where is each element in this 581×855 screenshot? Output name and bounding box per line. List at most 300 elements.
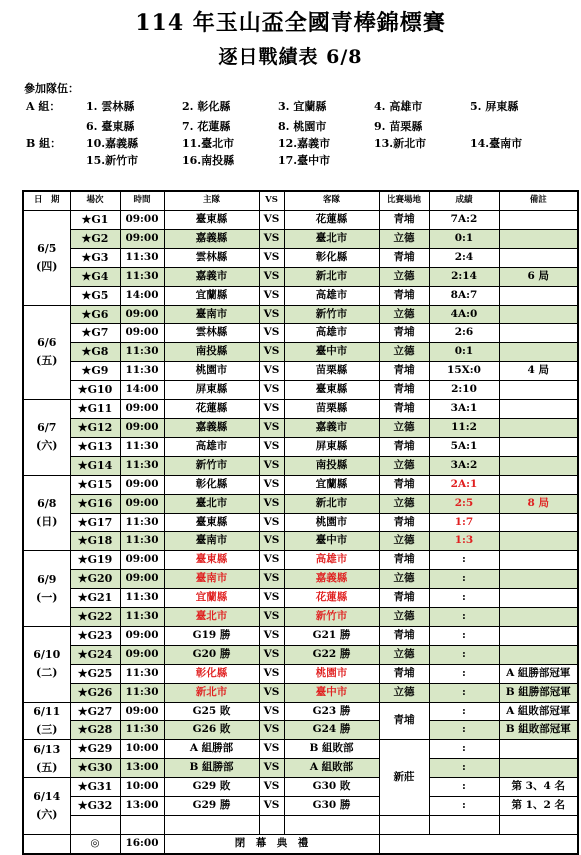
- team-item: 11.臺北市: [182, 137, 235, 150]
- away-team-cell: G30 敗: [284, 778, 379, 797]
- note-cell: [499, 475, 578, 494]
- time-cell: 11:30: [120, 437, 164, 456]
- table-row: [23, 248, 578, 267]
- team-item: 7. 花蓮縣: [182, 120, 231, 133]
- team-item: 5. 屏東縣: [470, 100, 519, 113]
- vs-cell: VS: [259, 513, 284, 532]
- game-id-cell: ★G2: [70, 229, 120, 248]
- score-cell: 15X:0: [429, 362, 499, 381]
- vs-cell: VS: [259, 664, 284, 683]
- team-item: 1. 雲林縣: [86, 100, 135, 113]
- vs-cell: VS: [259, 437, 284, 456]
- team-item: 17.臺中市: [278, 154, 331, 167]
- score-cell: 2A:1: [429, 475, 499, 494]
- home-team-cell: 桃園市: [164, 362, 259, 381]
- time-cell: 11:30: [120, 267, 164, 286]
- away-team-cell: G21 勝: [284, 626, 379, 645]
- venue-cell: 青埔: [379, 324, 429, 343]
- header-cell: 場次: [70, 191, 120, 211]
- group-name: B 組：: [26, 137, 62, 150]
- away-team-cell: G30 勝: [284, 797, 379, 816]
- home-team-cell: A 組勝部: [164, 740, 259, 759]
- score-cell: 4A:0: [429, 305, 499, 324]
- teams-label: 參加隊伍：: [24, 82, 79, 95]
- time-cell: 09:00: [120, 702, 164, 721]
- game-id-cell: ★G18: [70, 532, 120, 551]
- venue-cell: 青埔: [379, 362, 429, 381]
- venue-cell: 立德: [379, 532, 429, 551]
- note-cell: [499, 551, 578, 570]
- closing-blank-cell: [379, 834, 578, 853]
- venue-cell: 立德: [379, 683, 429, 702]
- vs-cell: VS: [259, 381, 284, 400]
- vs-cell: VS: [259, 362, 284, 381]
- team-item: 13.新北市: [374, 137, 427, 150]
- date-cell: [23, 778, 70, 835]
- score-cell: 7A:2: [429, 211, 499, 230]
- table-row: [23, 513, 578, 532]
- weekday-text: (三): [36, 722, 58, 736]
- note-cell: [499, 626, 578, 645]
- time-cell: 09:00: [120, 475, 164, 494]
- venue-cell: 青埔: [379, 626, 429, 645]
- score-cell: 2:6: [429, 324, 499, 343]
- table-row: [23, 475, 578, 494]
- team-item: 12.嘉義市: [278, 137, 331, 150]
- table-row: [23, 267, 578, 286]
- date-cell: [23, 740, 70, 778]
- table-row: [23, 589, 578, 608]
- venue-cell: 青埔: [379, 551, 429, 570]
- game-id-cell: ★G20: [70, 570, 120, 589]
- time-cell: 13:00: [120, 797, 164, 816]
- date-cell: [23, 400, 70, 476]
- home-team-cell: 臺北市: [164, 494, 259, 513]
- away-team-cell: G23 勝: [284, 702, 379, 721]
- home-team-cell: 高雄市: [164, 437, 259, 456]
- table-row: [23, 400, 578, 419]
- venue-cell: 立德: [379, 608, 429, 627]
- away-team-cell: 臺中市: [284, 343, 379, 362]
- time-cell: 09:00: [120, 494, 164, 513]
- score-cell: :: [429, 570, 499, 589]
- home-team-cell: 彰化縣: [164, 475, 259, 494]
- home-team-cell: 屏東縣: [164, 381, 259, 400]
- home-team-cell: G20 勝: [164, 645, 259, 664]
- away-team-cell: 臺中市: [284, 683, 379, 702]
- game-id-cell: [70, 816, 120, 835]
- date-text: 6/7: [37, 421, 57, 435]
- table-row: [23, 532, 578, 551]
- vs-cell: VS: [259, 475, 284, 494]
- team-item: 6. 臺東縣: [86, 120, 135, 133]
- table-row: [23, 664, 578, 683]
- venue-cell: 青埔: [379, 702, 429, 740]
- score-cell: 0:1: [429, 343, 499, 362]
- header-cell: 比賽場地: [379, 191, 429, 211]
- venue-cell: 立德: [379, 343, 429, 362]
- away-team-cell: 新北市: [284, 267, 379, 286]
- game-id-cell: ★G16: [70, 494, 120, 513]
- game-id-cell: ★G31: [70, 778, 120, 797]
- game-id-cell: ★G25: [70, 664, 120, 683]
- home-team-cell: 雲林縣: [164, 248, 259, 267]
- venue-cell: 立德: [379, 418, 429, 437]
- away-team-cell: 花蓮縣: [284, 211, 379, 230]
- venue-cell: 青埔: [379, 513, 429, 532]
- vs-cell: VS: [259, 532, 284, 551]
- note-cell: [499, 211, 578, 230]
- vs-cell: VS: [259, 778, 284, 797]
- home-team-cell: 嘉義縣: [164, 229, 259, 248]
- score-cell: :: [429, 551, 499, 570]
- vs-cell: VS: [259, 797, 284, 816]
- venue-cell: [379, 816, 429, 835]
- table-row: [23, 229, 578, 248]
- home-team-cell: 彰化縣: [164, 664, 259, 683]
- home-team-cell: 臺南市: [164, 305, 259, 324]
- time-cell: 10:00: [120, 740, 164, 759]
- note-cell: [499, 513, 578, 532]
- vs-cell: VS: [259, 702, 284, 721]
- time-cell: 09:00: [120, 570, 164, 589]
- vs-cell: VS: [259, 343, 284, 362]
- note-cell: [499, 248, 578, 267]
- score-cell: :: [429, 645, 499, 664]
- score-cell: 2:14: [429, 267, 499, 286]
- table-row: [23, 702, 578, 721]
- closing-row: [23, 834, 578, 853]
- venue-cell: 青埔: [379, 248, 429, 267]
- note-cell: [499, 589, 578, 608]
- vs-cell: VS: [259, 645, 284, 664]
- time-cell: 09:00: [120, 211, 164, 230]
- vs-cell: VS: [259, 324, 284, 343]
- time-cell: 09:00: [120, 418, 164, 437]
- game-id-cell: ★G6: [70, 305, 120, 324]
- home-team-cell: G26 敗: [164, 721, 259, 740]
- home-team-cell: 南投縣: [164, 343, 259, 362]
- away-team-cell: 嘉義市: [284, 418, 379, 437]
- time-cell: 11:30: [120, 608, 164, 627]
- vs-cell: VS: [259, 721, 284, 740]
- home-team-cell: 臺東縣: [164, 211, 259, 230]
- table-row: [23, 437, 578, 456]
- score-cell: 11:2: [429, 418, 499, 437]
- note-cell: B 組勝部冠軍: [499, 683, 578, 702]
- note-cell: [499, 759, 578, 778]
- home-team-cell: 花蓮縣: [164, 400, 259, 419]
- time-cell: 11:30: [120, 664, 164, 683]
- away-team-cell: 桃園市: [284, 664, 379, 683]
- team-item: 10.嘉義縣: [86, 137, 139, 150]
- page-subtitle: 逐日戰績表 6/8: [218, 46, 363, 68]
- header-cell: VS: [259, 191, 284, 211]
- table-row: [23, 381, 578, 400]
- vs-cell: VS: [259, 759, 284, 778]
- home-team-cell: [164, 816, 259, 835]
- note-cell: 6 局: [499, 267, 578, 286]
- away-team-cell: 花蓮縣: [284, 589, 379, 608]
- date-cell: [23, 626, 70, 702]
- date-cell: [23, 702, 70, 740]
- weekday-text: (一): [36, 590, 58, 604]
- game-id-cell: ★G28: [70, 721, 120, 740]
- vs-cell: VS: [259, 494, 284, 513]
- vs-cell: VS: [259, 211, 284, 230]
- table-header-row: [23, 191, 578, 211]
- away-team-cell: G24 勝: [284, 721, 379, 740]
- time-cell: 09:00: [120, 229, 164, 248]
- vs-cell: VS: [259, 589, 284, 608]
- game-id-cell: ★G8: [70, 343, 120, 362]
- note-cell: [499, 229, 578, 248]
- venue-cell: 青埔: [379, 211, 429, 230]
- score-cell: 1:3: [429, 532, 499, 551]
- game-id-cell: ★G27: [70, 702, 120, 721]
- table-row: [23, 721, 578, 740]
- team-item: 4. 高雄市: [374, 100, 423, 113]
- venue-cell: 立德: [379, 305, 429, 324]
- header-cell: 成績: [429, 191, 499, 211]
- game-id-cell: ★G32: [70, 797, 120, 816]
- away-team-cell: G22 勝: [284, 645, 379, 664]
- away-team-cell: 苗栗縣: [284, 400, 379, 419]
- header-cell: 備註: [499, 191, 578, 211]
- score-cell: [429, 816, 499, 835]
- group-row: [22, 152, 577, 168]
- time-cell: 11:30: [120, 362, 164, 381]
- away-team-cell: [284, 816, 379, 835]
- away-team-cell: 新竹市: [284, 608, 379, 627]
- score-cell: 2:10: [429, 381, 499, 400]
- away-team-cell: 彰化縣: [284, 248, 379, 267]
- game-id-cell: ★G30: [70, 759, 120, 778]
- date-text: 6/5: [37, 241, 57, 255]
- venue-cell: 立德: [379, 456, 429, 475]
- venue-cell: 立德: [379, 570, 429, 589]
- team-item: 14.臺南市: [470, 137, 523, 150]
- note-cell: [499, 418, 578, 437]
- time-cell: 09:00: [120, 645, 164, 664]
- venue-cell: 立德: [379, 645, 429, 664]
- table-row: [23, 608, 578, 627]
- header-cell: 客隊: [284, 191, 379, 211]
- score-cell: :: [429, 683, 499, 702]
- home-team-cell: B 組勝部: [164, 759, 259, 778]
- date-text: 6/9: [37, 572, 57, 586]
- home-team-cell: 臺北市: [164, 608, 259, 627]
- away-team-cell: 屏東縣: [284, 437, 379, 456]
- game-id-cell: ★G19: [70, 551, 120, 570]
- team-item: 9. 苗栗縣: [374, 120, 423, 133]
- home-team-cell: 宜蘭縣: [164, 286, 259, 305]
- venue-cell: 青埔: [379, 381, 429, 400]
- table-row: [23, 740, 578, 759]
- table-row: [23, 759, 578, 778]
- away-team-cell: 臺東縣: [284, 381, 379, 400]
- note-cell: [499, 324, 578, 343]
- table-row: [23, 626, 578, 645]
- closing-id-cell: ◎: [70, 834, 120, 853]
- table-row: [23, 418, 578, 437]
- time-cell: [120, 816, 164, 835]
- away-team-cell: 高雄市: [284, 324, 379, 343]
- weekday-text: (五): [36, 354, 58, 368]
- game-id-cell: ★G22: [70, 608, 120, 627]
- score-cell: 8A:7: [429, 286, 499, 305]
- away-team-cell: 嘉義縣: [284, 570, 379, 589]
- time-cell: 09:00: [120, 400, 164, 419]
- note-cell: [499, 740, 578, 759]
- note-cell: 第 3、4 名: [499, 778, 578, 797]
- away-team-cell: 高雄市: [284, 286, 379, 305]
- note-cell: [499, 381, 578, 400]
- away-team-cell: 南投縣: [284, 456, 379, 475]
- game-id-cell: ★G15: [70, 475, 120, 494]
- group-row: [22, 135, 577, 151]
- venue-cell: 新莊: [379, 740, 429, 816]
- home-team-cell: 臺南市: [164, 532, 259, 551]
- vs-cell: VS: [259, 267, 284, 286]
- vs-cell: VS: [259, 305, 284, 324]
- game-id-cell: ★G4: [70, 267, 120, 286]
- table-row: [23, 797, 578, 816]
- date-text: 6/10: [33, 648, 61, 662]
- table-row: [23, 456, 578, 475]
- venue-cell: 青埔: [379, 475, 429, 494]
- note-cell: [499, 343, 578, 362]
- venue-cell: 青埔: [379, 400, 429, 419]
- weekday-text: (四): [36, 259, 58, 273]
- vs-cell: VS: [259, 418, 284, 437]
- away-team-cell: 臺北市: [284, 229, 379, 248]
- away-team-cell: 苗栗縣: [284, 362, 379, 381]
- game-id-cell: ★G12: [70, 418, 120, 437]
- venue-cell: 立德: [379, 494, 429, 513]
- note-cell: 第 1、2 名: [499, 797, 578, 816]
- vs-cell: VS: [259, 608, 284, 627]
- note-cell: A 組勝部冠軍: [499, 664, 578, 683]
- team-item: 2. 彰化縣: [182, 100, 231, 113]
- home-team-cell: 新竹市: [164, 456, 259, 475]
- game-id-cell: ★G5: [70, 286, 120, 305]
- time-cell: 09:00: [120, 626, 164, 645]
- table-row: [23, 494, 578, 513]
- time-cell: 11:30: [120, 683, 164, 702]
- score-cell: 2:5: [429, 494, 499, 513]
- time-cell: 09:00: [120, 551, 164, 570]
- vs-cell: VS: [259, 570, 284, 589]
- away-team-cell: A 組敗部: [284, 759, 379, 778]
- venue-cell: 青埔: [379, 437, 429, 456]
- venue-cell: 青埔: [379, 286, 429, 305]
- away-team-cell: 新北市: [284, 494, 379, 513]
- schedule-body: [23, 211, 578, 854]
- table-row: [23, 211, 578, 230]
- weekday-text: (日): [36, 515, 58, 528]
- table-row: [23, 551, 578, 570]
- closing-blank-cell: [23, 834, 70, 853]
- score-cell: :: [429, 589, 499, 608]
- home-team-cell: 臺東縣: [164, 513, 259, 532]
- table-row: [23, 305, 578, 324]
- note-cell: [499, 645, 578, 664]
- header-cell: 主隊: [164, 191, 259, 211]
- table-row: [23, 645, 578, 664]
- venue-cell: 青埔: [379, 589, 429, 608]
- group-row: [22, 98, 577, 114]
- date-cell: [23, 305, 70, 400]
- home-team-cell: 嘉義市: [164, 267, 259, 286]
- game-id-cell: ★G24: [70, 645, 120, 664]
- note-cell: [499, 816, 578, 835]
- weekday-text: (五): [36, 760, 58, 774]
- venue-cell: 青埔: [379, 664, 429, 683]
- away-team-cell: 宜蘭縣: [284, 475, 379, 494]
- date-cell: [23, 551, 70, 627]
- date-text: 6/8: [37, 497, 57, 511]
- home-team-cell: G25 敗: [164, 702, 259, 721]
- weekday-text: (六): [36, 439, 58, 453]
- home-team-cell: 新北市: [164, 683, 259, 702]
- note-cell: B 組敗部冠軍: [499, 721, 578, 740]
- note-cell: [499, 400, 578, 419]
- game-id-cell: ★G11: [70, 400, 120, 419]
- score-cell: 3A:2: [429, 456, 499, 475]
- date-cell: [23, 211, 70, 306]
- vs-cell: VS: [259, 626, 284, 645]
- vs-cell: VS: [259, 740, 284, 759]
- time-cell: 11:30: [120, 721, 164, 740]
- home-team-cell: 臺南市: [164, 570, 259, 589]
- note-cell: [499, 608, 578, 627]
- home-team-cell: 臺東縣: [164, 551, 259, 570]
- note-cell: [499, 456, 578, 475]
- game-id-cell: ★G13: [70, 437, 120, 456]
- home-team-cell: 嘉義縣: [164, 418, 259, 437]
- time-cell: 14:00: [120, 381, 164, 400]
- note-cell: [499, 570, 578, 589]
- score-cell: 3A:1: [429, 400, 499, 419]
- team-item: 16.南投縣: [182, 154, 235, 167]
- time-cell: 11:30: [120, 456, 164, 475]
- note-cell: 8 局: [499, 494, 578, 513]
- note-cell: [499, 286, 578, 305]
- venue-cell: 立德: [379, 267, 429, 286]
- vs-cell: VS: [259, 400, 284, 419]
- score-cell: 2:4: [429, 248, 499, 267]
- time-cell: 14:00: [120, 286, 164, 305]
- time-cell: 11:30: [120, 589, 164, 608]
- game-id-cell: ★G26: [70, 683, 120, 702]
- score-cell: :: [429, 721, 499, 740]
- schedule-table: [22, 190, 579, 855]
- date-text: 6/6: [37, 336, 57, 350]
- team-item: 3. 宜蘭縣: [278, 100, 327, 113]
- closing-label-cell: 閉 幕 典 禮: [164, 834, 379, 853]
- home-team-cell: G29 勝: [164, 797, 259, 816]
- table-row: [23, 570, 578, 589]
- game-id-cell: ★G21: [70, 589, 120, 608]
- table-row: [23, 324, 578, 343]
- note-cell: 4 局: [499, 362, 578, 381]
- team-item: 8. 桃園市: [278, 120, 327, 133]
- score-cell: 1:7: [429, 513, 499, 532]
- table-row: [23, 343, 578, 362]
- game-id-cell: ★G29: [70, 740, 120, 759]
- away-team-cell: 新竹市: [284, 305, 379, 324]
